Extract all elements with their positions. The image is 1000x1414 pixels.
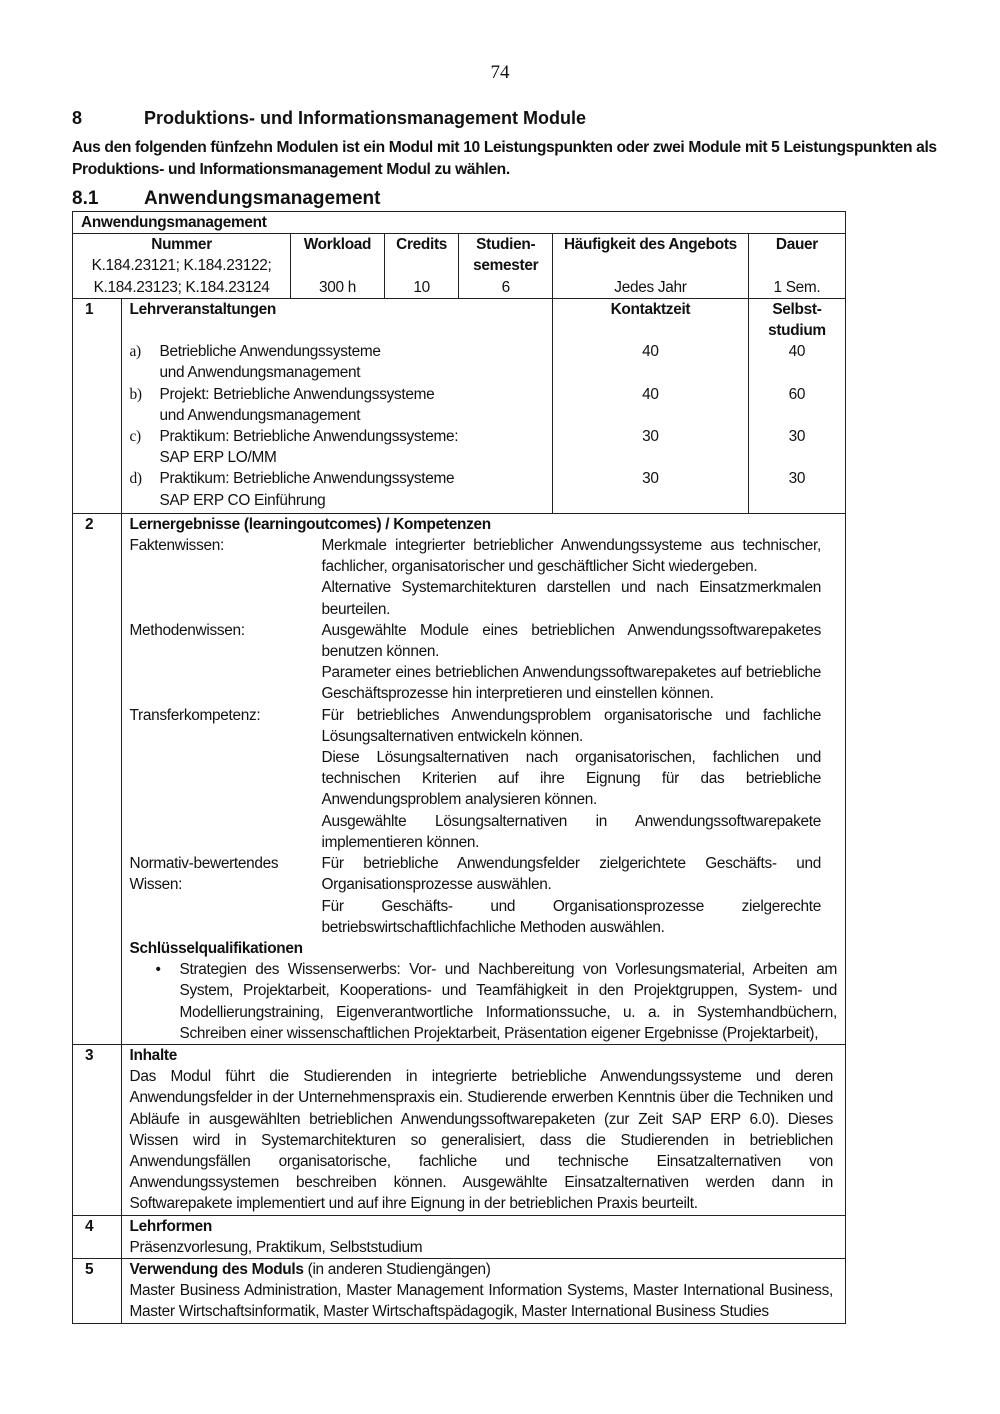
cell-dauer bbox=[748, 234, 845, 299]
lv-line1: Praktikum: Betriebliche Anwendungssysteme: bbox=[159, 428, 459, 446]
competence-row bbox=[130, 853, 838, 938]
kontakt-value: 30 bbox=[642, 428, 659, 446]
header-nummer: Nummer bbox=[151, 236, 212, 254]
header-haeufigkeit: Häufigkeit des Angebots bbox=[563, 236, 737, 254]
value-workload: 300 h bbox=[318, 278, 356, 296]
lv-line2: SAP ERP CO Einführung bbox=[159, 491, 326, 509]
lv-kontakt-cell bbox=[553, 298, 749, 513]
subsection-title: Anwendungsmanagement bbox=[144, 188, 381, 209]
bullet-icon: • bbox=[155, 961, 161, 979]
lv-line2: und Anwendungsmanagement bbox=[159, 364, 361, 382]
lv-selbst-cell bbox=[748, 298, 845, 513]
row-lehrveranstaltungen bbox=[73, 298, 846, 513]
lv-letter: d) bbox=[129, 470, 142, 488]
verwendung-title: Verwendung des Moduls bbox=[129, 1260, 304, 1278]
competence-paragraph: Für Geschäfts- und Organisationsprozesse zielgerechte betriebswirtschaftlichfachliche Methoden auswählen. bbox=[321, 897, 821, 936]
subsection-heading bbox=[72, 188, 380, 210]
value-dauer: 1 Sem. bbox=[773, 278, 821, 296]
row-number-1: 1 bbox=[73, 298, 122, 513]
lehrformen-title: Lehrformen bbox=[129, 1217, 213, 1235]
verwendung-text: Master Business Administration, Master Management Information Systems, Master International Business, Master Wirtschaftsinformatik, Master Wirtschaftspädagogik, Master International Business Studies bbox=[129, 1282, 833, 1321]
module-info-row bbox=[73, 234, 846, 299]
lernergebnisse-cell bbox=[121, 513, 846, 1044]
row-number-4: 4 bbox=[73, 1215, 122, 1258]
subsection-number: 8.1 bbox=[72, 188, 99, 209]
lv-line1: Projekt: Betriebliche Anwendungssysteme bbox=[159, 385, 435, 403]
selbst-value: 60 bbox=[788, 385, 806, 403]
lv-line1: Praktikum: Betriebliche Anwendungssysteme bbox=[159, 470, 455, 488]
competence-row bbox=[130, 535, 838, 620]
section-heading bbox=[72, 108, 586, 129]
lv-item bbox=[130, 468, 545, 489]
lv-item bbox=[130, 384, 545, 405]
selbst-value: 30 bbox=[788, 428, 806, 446]
lv-titles-cell bbox=[121, 298, 553, 513]
row-number-3: 3 bbox=[73, 1044, 122, 1215]
inhalte-text: Das Modul führt die Studierenden in integrierte betriebliche Anwendungssysteme und deren Anwendungsfelder in der Unternehmenspraxis ein. Studierende erwerben Kenntnis über die Techniken und Abläufe in ausgewählten betrieblichen Anwendungssoftwarepaketen (zur Zeit SAP ERP 6.0). Dieses Wissen wird in Systemarchitekturen so generalisiert, dass die Studierenden in betrieblichen Anwendungsfällen organisatorische, fachliche und technische Einsatzalternativen von Anwendungssystemen beschreiben können. Ausgewählte Einsatzalternativen werden dann in Softwarepakete implementiert und auf ihre Eignung in der betrieblichen Praxis beurteilt. bbox=[129, 1068, 833, 1213]
competence-paragraph: Ausgewählte Lösungsalternativen in Anwendungssoftwarepakete implementieren können. bbox=[321, 812, 821, 851]
competence-row bbox=[130, 620, 838, 705]
inhalte-title: Inhalte bbox=[129, 1046, 177, 1064]
header-credits: Credits bbox=[396, 236, 448, 254]
competence-value bbox=[322, 853, 838, 938]
page-number: 74 bbox=[490, 62, 510, 83]
lv-title: Lehrveranstaltungen bbox=[129, 300, 277, 318]
nummer-line-2: K.184.23123; K.184.23124 bbox=[93, 278, 270, 296]
verwendung-cell bbox=[121, 1258, 846, 1323]
inhalte-cell bbox=[121, 1044, 846, 1215]
selbst-value: 40 bbox=[788, 343, 806, 361]
lv-line2: und Anwendungsmanagement bbox=[159, 406, 361, 424]
module-table bbox=[72, 211, 846, 1324]
competence-paragraph: Für betriebliches Anwendungsproblem organisatorische und fachliche Lösungsalternativen entwickeln können. bbox=[321, 706, 821, 745]
competence-row bbox=[130, 705, 838, 853]
competence-paragraph: Merkmale integrierter betrieblicher Anwendungssysteme aus technischer, fachlicher, organisatorischer und geschäftlicher Sicht wiedergeben. bbox=[321, 537, 821, 576]
schluessel-title: Schlüsselqualifikationen bbox=[129, 939, 303, 957]
schluessel-bullet bbox=[130, 959, 838, 1044]
header-dauer: Dauer bbox=[775, 236, 818, 254]
lv-line1: Betriebliche Anwendungssysteme bbox=[159, 343, 381, 361]
cell-workload bbox=[291, 234, 385, 299]
verwendung-title-suffix: (in anderen Studiengängen) bbox=[303, 1260, 491, 1278]
competence-value bbox=[322, 535, 838, 620]
section-title: Produktions- und Informationsmanagement Module bbox=[144, 108, 587, 128]
lehrformen-text: Präsenzvorlesung, Praktikum, Selbststudium bbox=[129, 1238, 423, 1256]
module-title-row bbox=[73, 212, 846, 234]
competence-value bbox=[322, 620, 838, 705]
value-haeufigkeit: Jedes Jahr bbox=[614, 278, 687, 296]
competence-paragraph: Diese Lösungsalternativen nach organisatorischen, fachlichen und technischen Kriterien auf ihre Eignung für das betriebliche Anwendungsproblem analysieren können. bbox=[321, 749, 821, 809]
header-semester-2: semester bbox=[473, 257, 539, 275]
header-semester-1: Studien- bbox=[476, 236, 536, 254]
cell-credits bbox=[384, 234, 459, 299]
kontakt-value: 40 bbox=[642, 385, 659, 403]
lv-line2: SAP ERP LO/MM bbox=[159, 449, 277, 467]
nummer-line-1: K.184.23121; K.184.23122; bbox=[91, 257, 272, 275]
competence-key: Methodenwissen: bbox=[129, 621, 245, 639]
lehrformen-cell bbox=[121, 1215, 846, 1258]
lv-letter: b) bbox=[129, 385, 142, 403]
lv-letter: c) bbox=[129, 428, 141, 446]
selbststudium-label-2: studium bbox=[768, 322, 826, 340]
module-title: Anwendungsmanagement bbox=[73, 212, 846, 234]
cell-semester bbox=[459, 234, 553, 299]
row-verwendung bbox=[73, 1258, 846, 1323]
lv-item bbox=[130, 341, 545, 362]
row-lernergebnisse bbox=[73, 513, 846, 1044]
lernergebnisse-title: Lernergebnisse (learningoutcomes) / Kompetenzen bbox=[129, 515, 491, 533]
intro-text: Aus den folgenden fünfzehn Modulen ist ein Modul mit 10 Leistungspunkten oder zwei Module mit 5 Leistungspunkten als Produktions- und Informationsmanagement Modul zu wählen. bbox=[72, 139, 937, 178]
row-lehrformen bbox=[73, 1215, 846, 1258]
section-number: 8 bbox=[72, 108, 83, 128]
competence-paragraph: Parameter eines betrieblichen Anwendungssoftwarepaketes auf betriebliche Geschäftsprozesse hin interpretieren und einstellen können. bbox=[321, 664, 821, 703]
kontaktzeit-label: Kontaktzeit bbox=[610, 300, 691, 318]
competence-table bbox=[130, 535, 838, 938]
value-credits: 10 bbox=[413, 278, 430, 296]
competence-paragraph: Ausgewählte Module eines betrieblichen Anwendungssoftwarepaketes benutzen können. bbox=[321, 621, 821, 661]
competence-value bbox=[322, 705, 838, 853]
row-number-2: 2 bbox=[73, 513, 122, 1044]
cell-haeufigkeit bbox=[553, 234, 749, 299]
lv-letter: a) bbox=[129, 343, 141, 361]
competence-paragraph: Für betriebliche Anwendungsfelder zielgerichtete Geschäfts- und Organisationsprozesse auswählen. bbox=[321, 855, 821, 894]
competence-key: Faktenwissen: bbox=[129, 537, 224, 555]
competence-key: Normativ-bewertendes Wissen: bbox=[129, 855, 279, 894]
schluessel-text: Strategien des Wissenserwerbs: Vor- und Nachbereitung von Vorlesungsmaterial, Arbeiten am System, Projektarbeit, Kooperations- und Teamfähigkeit in den Projektgruppen, System- und Modellierungstraining, Eigenverantwortliche Informationssuche, u. a. in Systemhandbüchern, Schreiben einer wissenschaftlichen Projektarbeit, Präsentation eigener Ergebnisse (Projektarbeit), bbox=[179, 961, 837, 1042]
row-inhalte bbox=[73, 1044, 846, 1215]
competence-paragraph: Alternative Systemarchitekturen darstellen und nach Einsatzmerkmalen beurteilen. bbox=[321, 579, 821, 618]
kontakt-value: 40 bbox=[642, 343, 659, 361]
verwendung-heading bbox=[130, 1259, 838, 1280]
selbststudium-label-1: Selbst- bbox=[772, 300, 822, 318]
lv-item bbox=[130, 426, 545, 447]
selbst-value: 30 bbox=[788, 470, 806, 488]
competence-key: Transferkompetenz: bbox=[129, 706, 261, 724]
cell-nummer bbox=[73, 234, 291, 299]
kontakt-value: 30 bbox=[642, 470, 659, 488]
value-semester: 6 bbox=[501, 278, 510, 296]
row-number-5: 5 bbox=[73, 1258, 122, 1323]
header-workload: Workload bbox=[303, 236, 372, 254]
